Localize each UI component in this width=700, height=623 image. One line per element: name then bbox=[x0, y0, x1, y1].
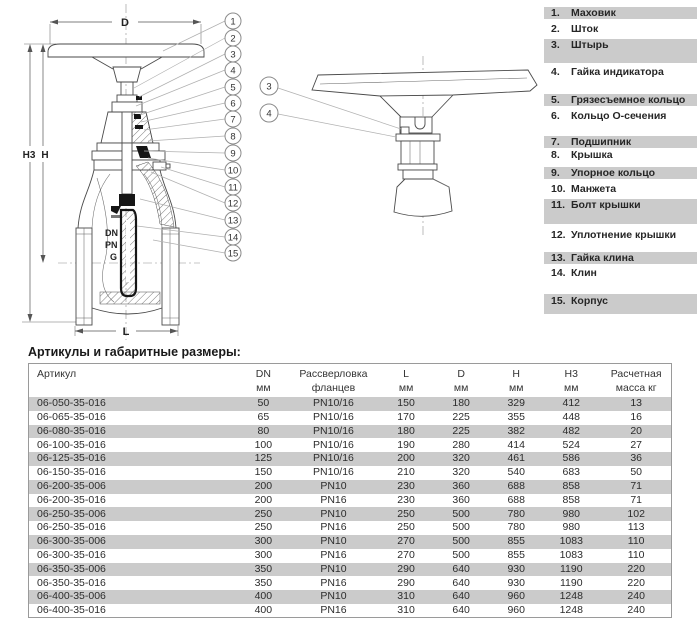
table-cell: PN10/16 bbox=[313, 466, 354, 479]
table-cell: 06-350-35-016 bbox=[37, 576, 106, 589]
parts-list-item bbox=[544, 39, 697, 63]
table-cell: 170 bbox=[397, 410, 415, 423]
table-cell: 20 bbox=[630, 424, 642, 437]
callout-number: 13 bbox=[227, 215, 239, 227]
callout-14 bbox=[137, 226, 241, 245]
dim-h-label: H bbox=[41, 150, 49, 161]
detail-stem-assembly bbox=[396, 127, 440, 179]
parts-list-item bbox=[544, 94, 697, 106]
table-cell: 858 bbox=[562, 479, 581, 492]
parts-list-item bbox=[544, 167, 697, 179]
table-cell: 250 bbox=[254, 521, 273, 534]
table-cell: 110 bbox=[627, 535, 645, 548]
callout-number: 4 bbox=[266, 108, 272, 120]
part-number: 8. bbox=[551, 149, 560, 161]
table-cell: 220 bbox=[627, 576, 645, 589]
column-header: D мм bbox=[453, 368, 469, 394]
table-cell: 190 bbox=[397, 438, 415, 451]
callout-number: 8 bbox=[230, 131, 236, 143]
table-cell: 855 bbox=[507, 548, 525, 561]
table-row bbox=[29, 521, 672, 535]
table-cell: PN16 bbox=[320, 603, 347, 616]
table-cell: 240 bbox=[627, 603, 645, 616]
column-header: H мм bbox=[508, 368, 524, 394]
part-label: Кольцо О-сечения bbox=[571, 110, 667, 122]
table-cell: 230 bbox=[397, 479, 415, 492]
table-cell: 06-150-35-016 bbox=[37, 466, 106, 479]
table-cell: 960 bbox=[507, 603, 525, 616]
table-row bbox=[29, 480, 672, 494]
callout-5 bbox=[140, 79, 241, 115]
callout-number: 1 bbox=[230, 16, 236, 28]
callout-number: 6 bbox=[230, 98, 236, 110]
table-cell: 930 bbox=[507, 576, 525, 589]
mark-g: G bbox=[110, 252, 118, 262]
table-cell: 980 bbox=[562, 507, 581, 520]
table-cell: 1083 bbox=[559, 548, 583, 561]
table-cell: 06-050-35-016 bbox=[37, 397, 106, 410]
table-cell: 310 bbox=[397, 603, 415, 616]
table-cell: 640 bbox=[452, 603, 470, 616]
part-number: 1. bbox=[551, 7, 560, 19]
table-cell: 125 bbox=[254, 452, 273, 465]
table-cell: 780 bbox=[507, 507, 525, 520]
table-cell: 100 bbox=[254, 438, 273, 451]
table-cell: 290 bbox=[397, 562, 415, 575]
table-cell: 71 bbox=[630, 479, 642, 492]
part-number: 9. bbox=[551, 167, 560, 179]
table-cell: 06-400-35-016 bbox=[37, 603, 106, 616]
table-cell: 06-200-35-006 bbox=[37, 479, 106, 492]
table-cell: 412 bbox=[562, 397, 581, 410]
column-header: L мм bbox=[398, 368, 414, 394]
table-cell: 06-300-35-016 bbox=[37, 548, 106, 561]
table-cell: 50 bbox=[257, 397, 270, 410]
table-row bbox=[29, 466, 672, 480]
part-label: Штырь bbox=[571, 39, 609, 51]
callout-number: 12 bbox=[227, 198, 239, 210]
table-cell: 1190 bbox=[559, 562, 583, 575]
table-body bbox=[29, 397, 672, 618]
table-cell: 110 bbox=[627, 548, 645, 561]
table-cell: PN16 bbox=[320, 576, 347, 589]
table-cell: 06-350-35-006 bbox=[37, 562, 106, 575]
table-cell: 180 bbox=[452, 397, 470, 410]
callout-number: 10 bbox=[227, 165, 239, 177]
column-header: H3 мм bbox=[564, 368, 579, 394]
detail-pin bbox=[401, 127, 409, 134]
handwheel-detail-diagram bbox=[250, 40, 540, 265]
right-flange bbox=[162, 228, 179, 325]
parts-list-item bbox=[544, 110, 697, 122]
part-number: 14. bbox=[551, 267, 566, 279]
parts-list-item bbox=[544, 294, 697, 314]
table-cell: 200 bbox=[254, 493, 273, 506]
table-cell: 858 bbox=[562, 493, 581, 506]
part-number: 13. bbox=[551, 252, 566, 264]
table-cell: 780 bbox=[507, 521, 525, 534]
table-cell: 230 bbox=[397, 493, 415, 506]
table-cell: 290 bbox=[397, 576, 415, 589]
callout-8 bbox=[148, 128, 241, 144]
dim-d-label: D bbox=[121, 17, 129, 29]
table-cell: 382 bbox=[507, 424, 525, 437]
table-cell: 329 bbox=[507, 397, 525, 410]
callout-number: 7 bbox=[230, 114, 236, 126]
table-cell: 930 bbox=[507, 562, 525, 575]
table-cell: 270 bbox=[397, 535, 415, 548]
table-cell: PN10 bbox=[320, 507, 347, 520]
parts-list-item bbox=[544, 252, 697, 264]
part-number: 4. bbox=[551, 66, 560, 78]
callout-number: 5 bbox=[230, 82, 236, 94]
part-label: Шток bbox=[571, 23, 599, 35]
table-cell: 150 bbox=[397, 397, 415, 410]
table-cell: 640 bbox=[452, 590, 470, 603]
table-cell: 586 bbox=[562, 452, 581, 465]
table-cell: 310 bbox=[397, 590, 415, 603]
parts-list-item bbox=[544, 149, 697, 161]
table-cell: PN10/16 bbox=[313, 452, 354, 465]
column-header: Артикул bbox=[37, 368, 77, 380]
table-cell: 1190 bbox=[559, 576, 583, 589]
part-label: Гайка индикатора bbox=[571, 66, 664, 78]
table-row bbox=[29, 604, 672, 618]
parts-list-item bbox=[544, 267, 697, 279]
part-label: Манжета bbox=[571, 183, 617, 195]
table-cell: PN10/16 bbox=[313, 397, 354, 410]
callout-number: 15 bbox=[227, 248, 239, 260]
table-row bbox=[29, 494, 672, 508]
table-cell: 1248 bbox=[559, 590, 583, 603]
table-cell: 06-200-35-016 bbox=[37, 493, 106, 506]
callout-2 bbox=[134, 30, 241, 88]
table-row bbox=[29, 397, 672, 411]
table-cell: 50 bbox=[630, 466, 642, 479]
table-cell: 210 bbox=[397, 466, 415, 479]
table-row bbox=[29, 452, 672, 466]
table-cell: 320 bbox=[452, 452, 470, 465]
dimension-d bbox=[50, 17, 201, 44]
table-cell: PN16 bbox=[320, 548, 347, 561]
indicator-pin bbox=[136, 96, 142, 100]
table-cell: 300 bbox=[254, 548, 273, 561]
table-row bbox=[29, 549, 672, 563]
table-cell: 06-065-35-016 bbox=[37, 410, 106, 423]
table-cell: 980 bbox=[562, 521, 581, 534]
table-cell: 06-125-35-016 bbox=[37, 452, 106, 465]
part-label: Клин bbox=[571, 267, 597, 279]
part-number: 12. bbox=[551, 229, 566, 241]
parts-list-item bbox=[544, 66, 697, 78]
table-cell: 400 bbox=[254, 590, 273, 603]
callout-number: 9 bbox=[230, 148, 236, 160]
parts-list bbox=[544, 0, 697, 340]
part-label: Упорное кольцо bbox=[571, 167, 656, 179]
detail-collar bbox=[396, 134, 440, 141]
table-cell: 482 bbox=[562, 424, 581, 437]
table-cell: 200 bbox=[397, 452, 415, 465]
table-cell: 524 bbox=[562, 438, 581, 451]
table-cell: 355 bbox=[507, 410, 525, 423]
table-cell: 683 bbox=[562, 466, 581, 479]
table-cell: 240 bbox=[627, 590, 645, 603]
table-cell: 461 bbox=[507, 452, 525, 465]
parts-list-item bbox=[544, 7, 697, 19]
mark-pn: PN bbox=[105, 240, 118, 250]
table-cell: 500 bbox=[452, 521, 470, 534]
callout-7 bbox=[144, 111, 241, 130]
table-cell: 448 bbox=[562, 410, 581, 423]
table-cell: PN10 bbox=[320, 562, 347, 575]
part-number: 3. bbox=[551, 39, 560, 51]
detail-bonnet-cone bbox=[394, 179, 452, 216]
table-cell: PN16 bbox=[320, 493, 347, 506]
table-header-row bbox=[29, 364, 672, 398]
part-number: 10. bbox=[551, 183, 566, 195]
table-cell: 16 bbox=[630, 410, 642, 423]
part-number: 7. bbox=[551, 136, 560, 148]
indicator-nut bbox=[112, 102, 142, 112]
parts-list-item bbox=[544, 136, 697, 148]
part-label: Уплотнение крышки bbox=[571, 229, 677, 241]
table-row bbox=[29, 411, 672, 425]
column-header: Расчетная масса кг bbox=[610, 368, 662, 394]
callout-number: 11 bbox=[228, 182, 238, 194]
callout-number: 14 bbox=[227, 232, 239, 244]
table-cell: 688 bbox=[507, 493, 525, 506]
dimension-h3-h bbox=[22, 44, 78, 322]
table-cell: 500 bbox=[452, 548, 470, 561]
table-row bbox=[29, 563, 672, 577]
table-cell: 688 bbox=[507, 479, 525, 492]
column-header: Рассверловка фланцев bbox=[299, 368, 368, 394]
table-cell: 113 bbox=[627, 521, 645, 534]
table-cell: 320 bbox=[452, 466, 470, 479]
table-cell: PN16 bbox=[320, 521, 347, 534]
table-cell: PN10 bbox=[320, 479, 347, 492]
table-cell: 500 bbox=[452, 535, 470, 548]
table-cell: 102 bbox=[627, 507, 645, 520]
table-cell: 1248 bbox=[559, 603, 583, 616]
wedge-nut bbox=[119, 194, 135, 206]
parts-list-item bbox=[544, 183, 697, 195]
table-cell: 350 bbox=[254, 562, 273, 575]
dimensions-table bbox=[28, 363, 672, 618]
part-label: Маховик bbox=[571, 7, 616, 19]
dim-h3-label: H3 bbox=[22, 150, 36, 161]
table-cell: 06-250-35-016 bbox=[37, 521, 106, 534]
stem-assembly bbox=[112, 82, 142, 112]
cover-bolt bbox=[153, 162, 166, 170]
callout-number: 4 bbox=[230, 65, 236, 77]
table-cell: 270 bbox=[397, 548, 415, 561]
table-cell: 350 bbox=[254, 576, 273, 589]
table-cell: 960 bbox=[507, 590, 525, 603]
table-section bbox=[28, 345, 672, 618]
table-cell: 300 bbox=[254, 535, 273, 548]
table-cell: PN10/16 bbox=[313, 410, 354, 423]
table-row bbox=[29, 576, 672, 590]
dimension-l bbox=[75, 326, 178, 338]
table-cell: 06-100-35-016 bbox=[37, 438, 106, 451]
mark-dn: DN bbox=[105, 228, 118, 238]
table-cell: 225 bbox=[452, 424, 470, 437]
table-cell: 855 bbox=[507, 535, 525, 548]
table-cell: 360 bbox=[452, 493, 470, 506]
part-label: Гайка клина bbox=[571, 252, 634, 264]
table-cell: 250 bbox=[397, 521, 415, 534]
table-cell: 06-250-35-006 bbox=[37, 507, 106, 520]
table-cell: 80 bbox=[257, 424, 270, 437]
handwheel-side-view bbox=[312, 70, 537, 133]
table-cell: 540 bbox=[507, 466, 525, 479]
callout-number: 2 bbox=[230, 33, 236, 45]
table-cell: PN10/16 bbox=[313, 438, 354, 451]
table-cell: 280 bbox=[452, 438, 470, 451]
table-title: Артикулы и габаритные размеры: bbox=[28, 345, 241, 359]
table-cell: 150 bbox=[254, 466, 273, 479]
table-cell: 180 bbox=[397, 424, 415, 437]
part-label: Грязесъемное кольцо bbox=[571, 94, 686, 106]
callout-number: 3 bbox=[266, 81, 272, 93]
table-row bbox=[29, 425, 672, 439]
part-label: Крышка bbox=[571, 149, 613, 161]
part-number: 15. bbox=[551, 295, 566, 307]
table-cell: 200 bbox=[254, 479, 273, 492]
table-cell: 71 bbox=[630, 493, 642, 506]
part-number: 11. bbox=[551, 199, 566, 211]
table-cell: 65 bbox=[257, 410, 270, 423]
table-cell: 360 bbox=[452, 479, 470, 492]
table-cell: 06-400-35-006 bbox=[37, 590, 106, 603]
table-cell: PN10 bbox=[320, 535, 347, 548]
table-cell: 13 bbox=[630, 397, 642, 410]
table-row bbox=[29, 535, 672, 549]
part-number: 5. bbox=[551, 94, 560, 106]
table-cell: 27 bbox=[630, 438, 642, 451]
table-row bbox=[29, 438, 672, 452]
table-cell: 1083 bbox=[559, 535, 583, 548]
table-cell: 400 bbox=[254, 603, 273, 616]
part-label: Болт крышки bbox=[571, 199, 641, 211]
table-cell: 06-300-35-006 bbox=[37, 535, 106, 548]
dim-l-label: L bbox=[122, 326, 130, 338]
part-label: Подшипник bbox=[571, 136, 632, 148]
table-cell: 640 bbox=[452, 562, 470, 575]
part-number: 2. bbox=[551, 23, 560, 35]
column-header: DN мм bbox=[255, 368, 271, 394]
table-cell: 225 bbox=[452, 410, 470, 423]
valve-section-diagram bbox=[0, 0, 250, 345]
foundry-logo bbox=[111, 206, 121, 214]
callout-number: 3 bbox=[230, 49, 236, 61]
table-row bbox=[29, 507, 672, 521]
table-cell: 414 bbox=[507, 438, 525, 451]
table-cell: 220 bbox=[627, 562, 645, 575]
table-row bbox=[29, 590, 672, 604]
parts-list-item bbox=[544, 199, 697, 224]
table-cell: 640 bbox=[452, 576, 470, 589]
table-cell: 36 bbox=[630, 452, 642, 465]
part-label: Корпус bbox=[571, 295, 608, 307]
table-cell: 06-080-35-016 bbox=[37, 424, 106, 437]
table-cell: PN10 bbox=[320, 590, 347, 603]
table-cell: 250 bbox=[254, 507, 273, 520]
table-cell: 250 bbox=[397, 507, 415, 520]
table-cell: PN10/16 bbox=[313, 424, 354, 437]
parts-list-item bbox=[544, 23, 697, 35]
parts-list-item bbox=[544, 229, 697, 241]
table-cell: 500 bbox=[452, 507, 470, 520]
part-number: 6. bbox=[551, 110, 560, 122]
